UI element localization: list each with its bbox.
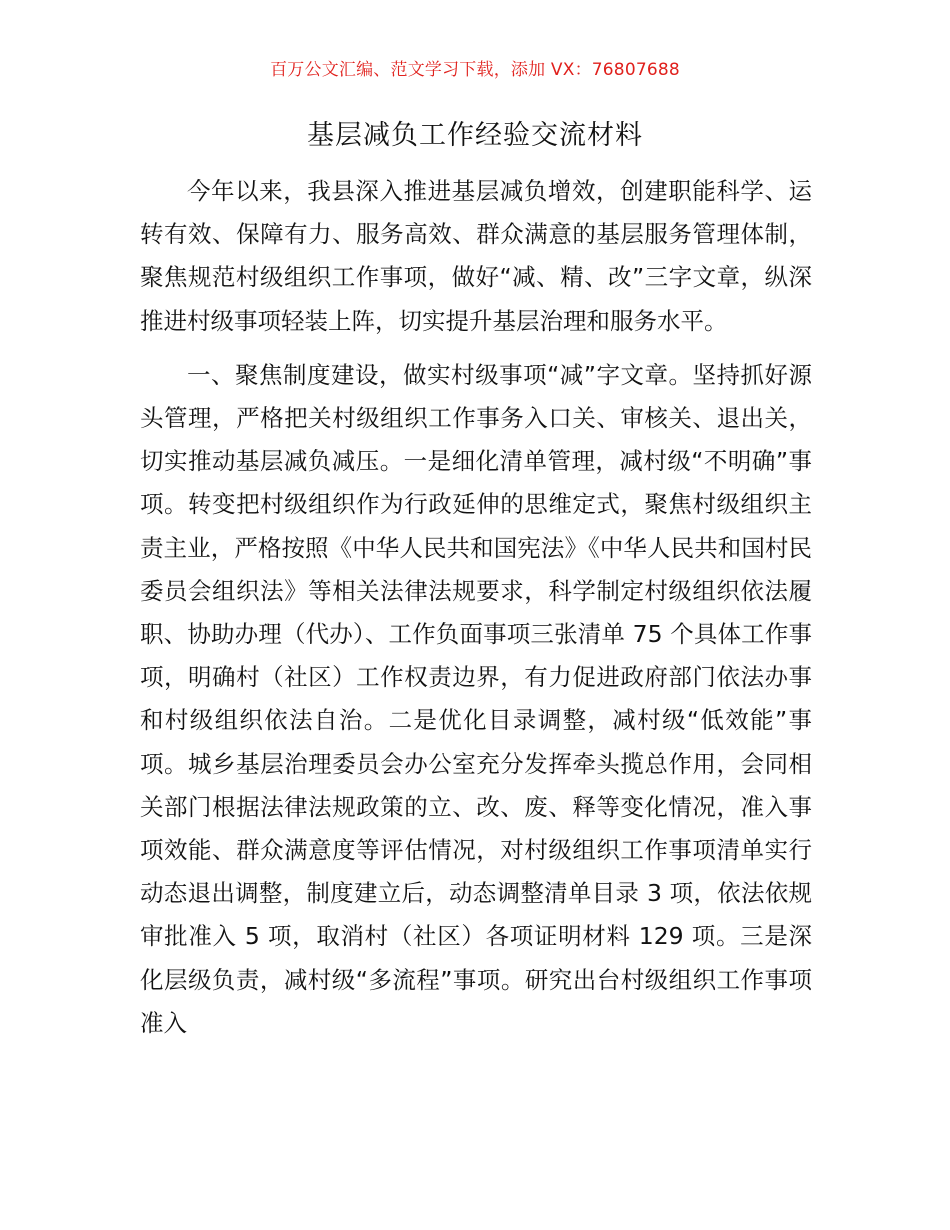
promo-banner: 百万公文汇编、范文学习下载，添加 VX：76807688 [270, 60, 680, 80]
paragraph-intro: 今年以来，我县深入推进基层减负增效，创建职能科学、运转有效、保障有力、服务高效、群众满意的基层服务管理体制，聚焦规范村级组织工作事项，做好“减、精、改”三字文章，纵深推进村级事项轻装上阵，切实提升基层治理和服务水平。 [140, 177, 812, 335]
paragraph-section-one: 一、聚焦制度建设，做实村级事项“减”字文章。坚持抓好源头管理，严格把关村级组织工作事务入口关、审核关、退出关，切实推动基层减负减压。一是细化清单管理，减村级“不明确”事项。转变把村级组织作为行政延伸的思维定式，聚焦村级组织主责主业，严格按照《中华人民共和国宪法》《中华人民共和国村民委员会组织法》等相关法律法规要求，科学制定村级组织依法履职、协助办理（代办）、工作负面事项三张清单 75 个具体工作事项，明确村（社区）工作权责边界，有力促进政府部门依法办事和村级组织依法自治。二是优化目录调整，减村级“低效能”事项。城乡基层治理委员会办公室充分发挥牵头揽总作用，会同相关部门根据法律法规政策的立、改、废、释等变化情况，准入事项效能、群众满意度等评估情况，对村级组织工作事项清单实行动态退出调整，制度建立后，动态调整清单目录 3 项，依法依规审批准入 5 项，取消村（社区）各项证明材料 129 项。三是深化层级负责，减村级“多流程”事项。研究出台村级组织工作事项准入 [140, 360, 812, 1037]
document-title: 基层减负工作经验交流材料 [307, 120, 643, 151]
document-body [140, 170, 812, 1045]
